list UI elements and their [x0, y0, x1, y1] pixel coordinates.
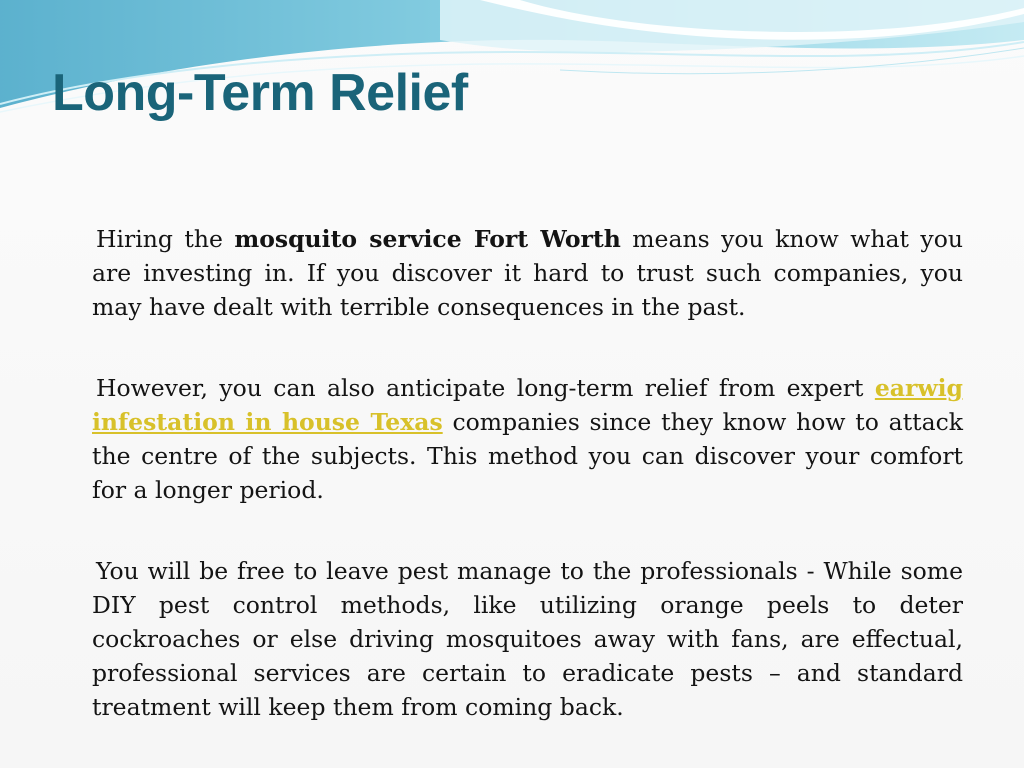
- paragraph-1-lead: Hiring the: [96, 225, 235, 253]
- paragraph-2-rest: companies since they know how to attack the centre of the subjects. This method you can discover your comfort for a longer period.: [92, 408, 963, 504]
- earwig-infestation-link[interactable]: earwig infestation in house Texas: [92, 374, 963, 436]
- paragraph-1: [92, 222, 963, 324]
- paragraph-2: [92, 371, 963, 507]
- paragraph-3: You will be free to leave pest manage to the professionals - While some DIY pest control methods, like utilizing orange peels to deter cockroaches or else driving mosquitoes away with fans, are effectual, professional services are certain to eradicate pests – and standard treatment will keep them from coming back.: [92, 557, 963, 721]
- paragraph-1-rest: means you know what you are investing in. If you discover it hard to trust such companies, you may have dealt with terrible consequences in the past.: [92, 225, 963, 321]
- paragraph-2-lead: However, you can also anticipate long-term relief from expert: [96, 374, 875, 402]
- paragraph-1-bold: mosquito service Fort Worth: [234, 225, 621, 253]
- slide-title: Long-Term Relief: [52, 64, 468, 122]
- slide-body: [92, 222, 963, 724]
